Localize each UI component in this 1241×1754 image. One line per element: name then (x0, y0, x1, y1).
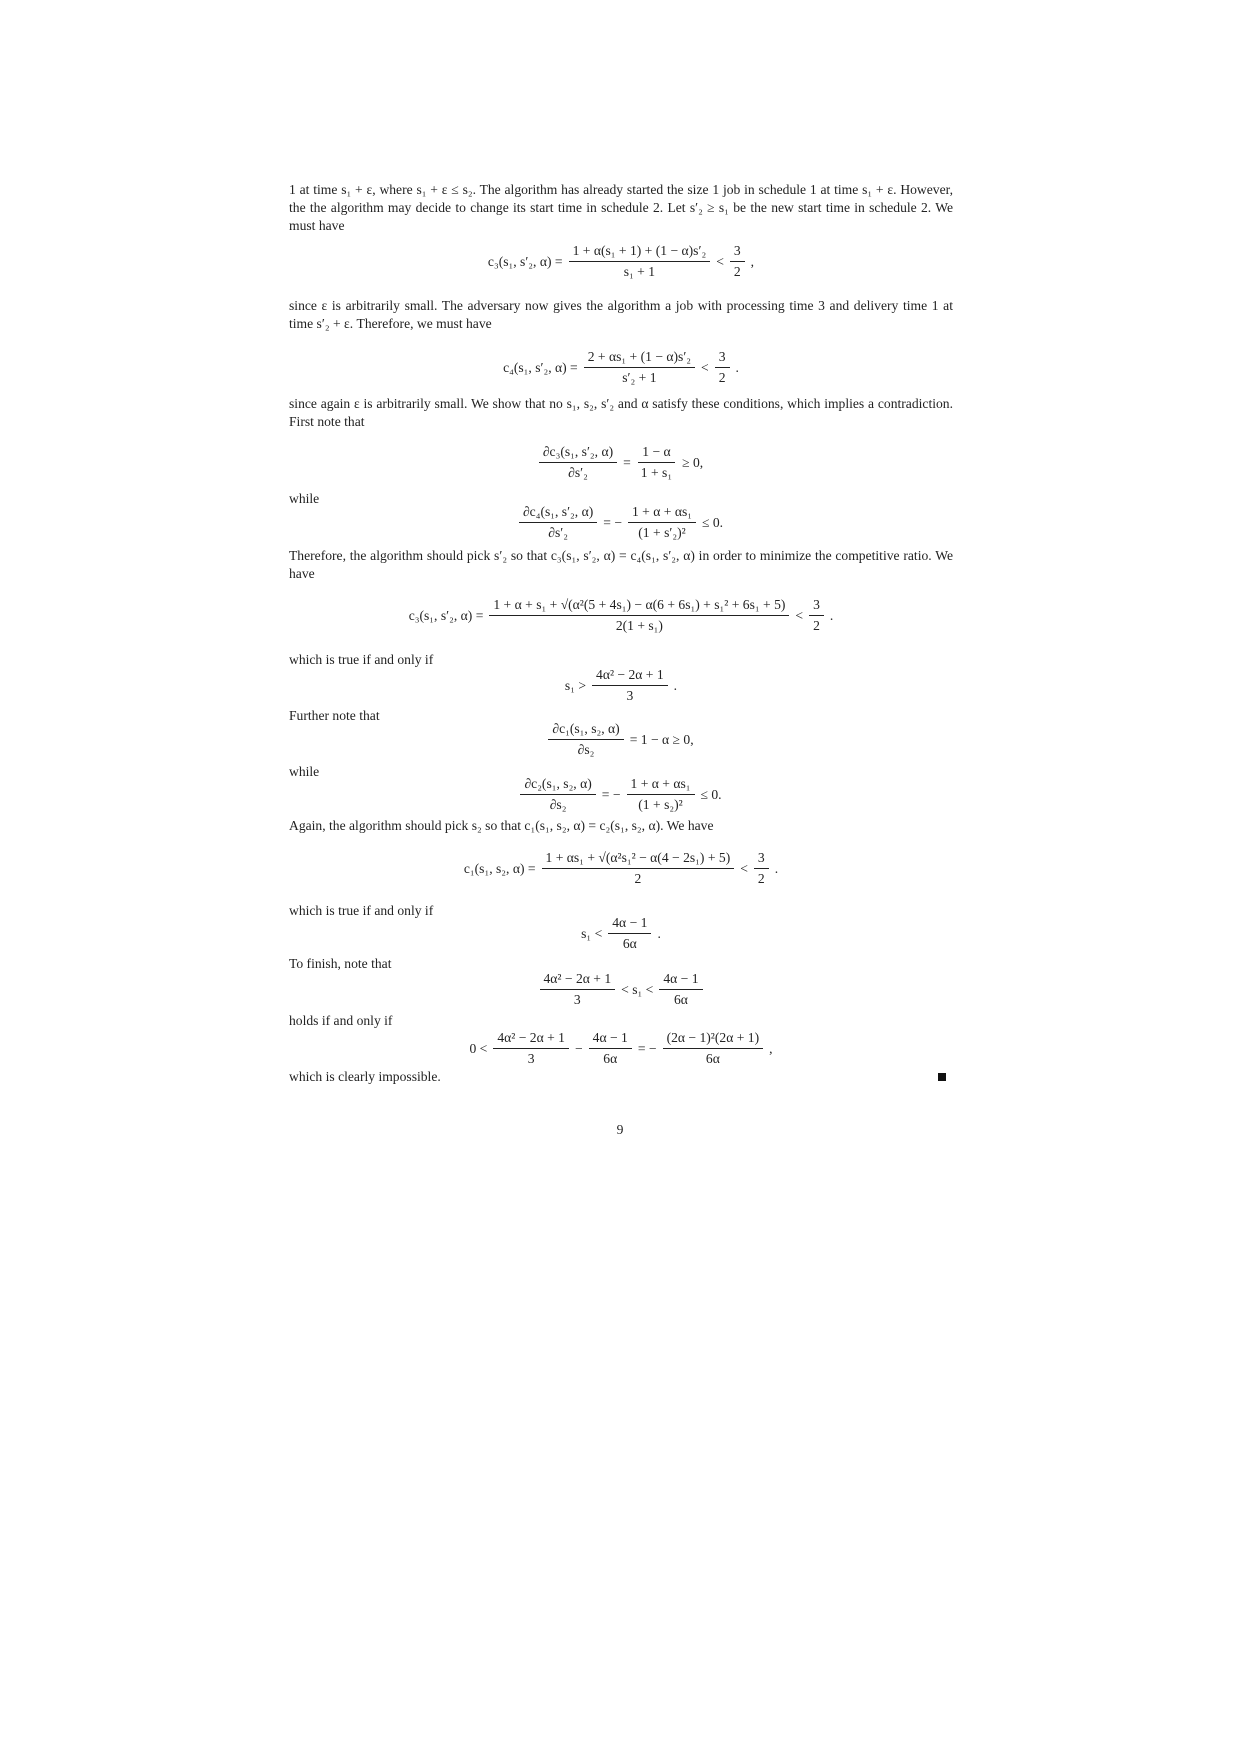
page-number: 9 (616, 1122, 624, 1137)
equation-dc1: $\frac{\text{∂c₁(s₁, s₂, α)}}{\text{∂s₂}}$ = 1 − α ≥ 0, (289, 721, 953, 758)
equation-c3: c₃(s₁, s′₂, α) = $\frac{\text{1 + α(s₁ + 1) + (1 − α)s′₂}}{\text{s₁ + 1}}$ < $\frac{3}{2}$ , (487, 243, 755, 279)
equation-c3-solved: c₃(s₁, s′₂, α) = $\frac{\text{1 + α + s₁ + √(α²(5 + 4s₁) − α(6 + 6s₁) + s₁² + 6s₁ + 5)}}{\text{2(1 + s₁)}}$ < $\frac{3}{2}$ . (408, 597, 834, 633)
paragraph-1: 1 at time s₁ + ε, where s₁ + ε ≤ s₂. The algorithm has already started the size 1 job in schedule 1 at time s₁ + ε. However, the the algorithm may decide to change its start time in schedule 2. Let s′₂ ≥ s₁ be the new start time in schedule 2. We must have (289, 182, 953, 233)
equation-contradiction: 0 < $\frac{\text{4α² − 2α + 1}}{3}$ − $\frac{4\alpha - 1}{6\alpha}$ = − $\frac{\text{(2α − 1)²(2α + 1)}}{6\alpha}$ , (469, 1030, 773, 1066)
paragraph-9: Again, the algorithm should pick s₂ so that c₁(s₁, s₂, α) = c₂(s₁, s₂, α). We have (289, 818, 714, 833)
equation-c4: c₄(s₁, s′₂, α) = $\frac{\text{2 + αs₁ + (1 − α)s′₂}}{\text{s′₂ + 1}}$ < $\frac{3}{2}$ . (503, 349, 739, 385)
equation-dc2: $\frac{\text{∂c₂(s₁, s₂, α)}}{\text{∂s₂}}$ = − $\frac{\text{1 + α + αs₁}}{\text{(1 + s₂)²}}$ ≤ 0. (289, 776, 953, 813)
equation-dc3: $\frac{\text{∂c₃(s₁, s′₂, α)}}{\text{∂s′₂}}$ = $\frac{1 - \alpha}{\text{1 + s₁}}$ ≥ 0, (289, 444, 953, 481)
equation-s1-lower: s₁ > $\frac{\text{4α² − 2α + 1}}{3}$ . (564, 667, 678, 703)
paragraph-5: Therefore, the algorithm should pick s′₂ so that c₃(s₁, s′₂, α) = c₄(s₁, s′₂, α) in order to minimize the competitive ratio. We have (289, 548, 953, 581)
paragraph-2: since ε is arbitrarily small. The adversary now gives the algorithm a job with processing time 3 and delivery time 1 at time s′₂ + ε. Therefore, we must have (289, 298, 953, 331)
equation-c1-solved: c₁(s₁, s₂, α) = $\frac{\text{1 + αs₁ + √(α²s₁² − α(4 − 2s₁) + 5)}}{2}$ < $\frac{3}{2}$ . (463, 850, 779, 886)
paragraph-6: which is true if and only if (289, 652, 434, 667)
paragraph-3: since again ε is arbitrarily small. We show that no s₁, s₂, s′₂ and α satisfy these conditions, which implies a contradiction. First note that (289, 396, 953, 429)
equation-s1-upper: s₁ < $\frac{4\alpha - 1}{6\alpha}$ . (581, 915, 661, 951)
paragraph-7: Further note that (289, 708, 380, 723)
paragraph-8: while (289, 764, 320, 779)
equation-s1-bounds: $\frac{\text{4α² − 2α + 1}}{3}$ < s₁ < $\frac{4\alpha - 1}{6\alpha}$ (289, 971, 953, 1008)
paragraph-4: while (289, 491, 320, 506)
paragraph-12: holds if and only if (289, 1013, 393, 1028)
qed-square-icon (938, 1073, 946, 1081)
equation-dc4: $\frac{\text{∂c₄(s₁, s′₂, α)}}{\text{∂s′₂}}$ = − $\frac{\text{1 + α + αs₁}}{\text{(1 + s′₂)²}}$ ≤ 0. (289, 504, 953, 541)
paragraph-11: To finish, note that (289, 956, 392, 971)
paragraph-13: which is clearly impossible. (289, 1069, 441, 1084)
paragraph-10: which is true if and only if (289, 903, 434, 918)
